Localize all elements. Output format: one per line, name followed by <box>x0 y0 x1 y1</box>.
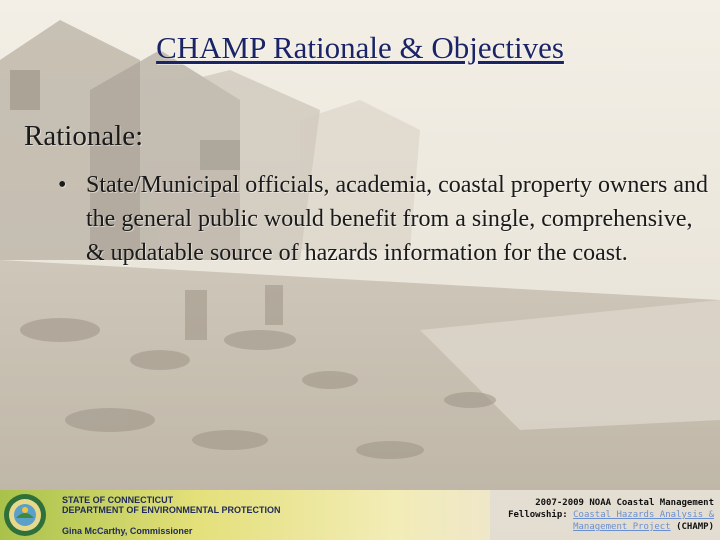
bullet-text: State/Municipal officials, academia, coastal property owners and the general public would benefit from a single, comprehensive, & updatable source of hazards information for the coast. <box>86 172 709 266</box>
fellowship-credit <box>484 497 714 533</box>
agency-department: DEPARTMENT OF ENVIRONMENTAL PROTECTION <box>62 505 281 515</box>
rationale-heading: Rationale: <box>24 120 144 152</box>
bullet-marker: • <box>58 172 67 198</box>
ct-dep-seal-icon <box>3 493 47 537</box>
agency-state: STATE OF CONNECTICUT <box>62 495 174 505</box>
agency-commissioner: Gina McCarthy, Commissioner <box>62 526 193 536</box>
fellowship-line1: 2007-2009 NOAA Coastal Management <box>535 498 714 508</box>
agency-banner <box>0 490 490 540</box>
slide-title: CHAMP Rationale & Objectives <box>156 30 564 65</box>
champ-suffix: (CHAMP) <box>676 522 714 532</box>
rationale-bullet <box>58 168 708 270</box>
champ-link[interactable]: Coastal Hazards Analysis & Management Project <box>573 510 714 532</box>
fellowship-label: Fellowship: <box>508 510 568 520</box>
